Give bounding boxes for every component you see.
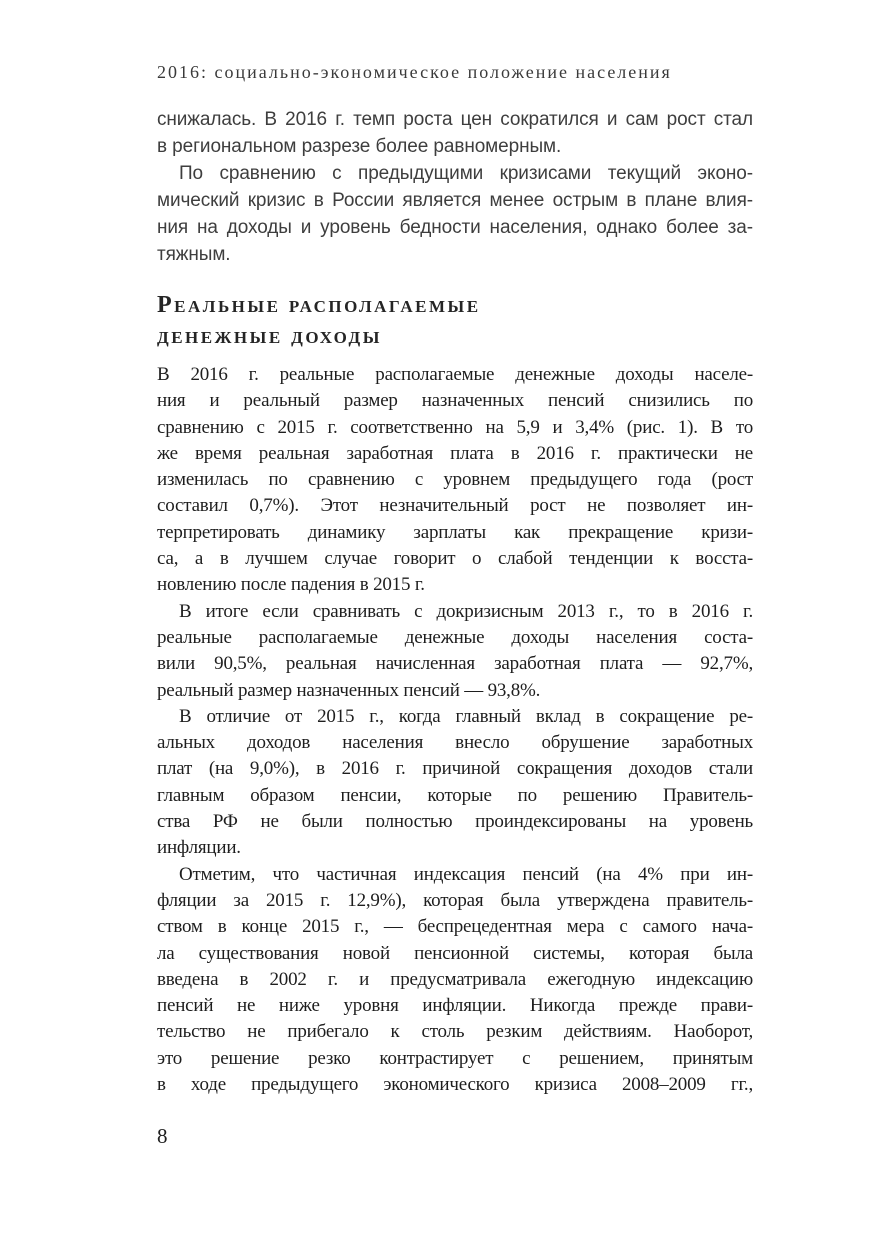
- text-line: ния на доходы и уровень бедности населения, однако более за-: [157, 217, 753, 238]
- section-paragraphs: [157, 362, 753, 1098]
- text-line: вили 90,5%, реальная начисленная заработная плата — 92,7%,: [157, 653, 753, 675]
- paragraph: [157, 704, 753, 862]
- text-line: терпретировать динамику зарплаты как прекращение кризи-: [157, 521, 753, 543]
- intro-paragraphs: [157, 106, 753, 268]
- paragraph: [157, 362, 753, 599]
- text-line: Отметим, что частичная индексация пенсий (на 4% при ин-: [179, 863, 753, 885]
- section-heading: [157, 290, 481, 352]
- text-line: составил 0,7%). Этот незначительный рост не позволяет ин-: [157, 495, 753, 517]
- text-line: пенсий не ниже уровня инфляции. Никогда прежде прави-: [157, 995, 753, 1017]
- text-line: новлению после падения в 2015 г.: [157, 574, 425, 596]
- text-line: в региональном разрезе более равномерным.: [157, 136, 562, 157]
- text-line: главным образом пенсии, которые по решению Правитель-: [157, 784, 753, 806]
- text-line: сравнению с 2015 г. соответственно на 5,9 и 3,4% (рис. 1). В то: [157, 416, 753, 438]
- section-heading-line-1: Реальные располагаемые: [157, 292, 481, 318]
- text-line: тяжным.: [157, 244, 231, 265]
- paragraph: [157, 106, 753, 160]
- text-line: плат (на 9,0%), в 2016 г. причиной сокращения доходов стали: [157, 758, 753, 780]
- text-line: в ходе предыдущего экономического кризиса 2008–2009 гг.,: [157, 1074, 753, 1096]
- section-heading-line-2: денежные доходы: [157, 323, 382, 349]
- text-line: введена в 2002 г. и предусматривала ежегодную индексацию: [157, 968, 753, 990]
- text-line: альных доходов населения внесло обрушение заработных: [157, 732, 753, 754]
- text-line: са, а в лучшем случае говорит о слабой тенденции к восста-: [157, 548, 753, 570]
- text-line: ством в конце 2015 г., — беспрецедентная мера с самого нача-: [157, 916, 753, 938]
- text-line: В 2016 г. реальные располагаемые денежные доходы населе-: [157, 364, 753, 385]
- text-line: ства РФ не были полностью проиндексированы на уровень: [157, 811, 753, 833]
- text-line: снижалась. В 2016 г. темп роста цен сократился и сам рост стал: [157, 109, 753, 130]
- text-line: По сравнению с предыдущими кризисами текущий эконо-: [179, 163, 753, 184]
- text-line: тельство не прибегало к столь резким действиям. Наоборот,: [157, 1021, 753, 1043]
- paragraph: [157, 599, 753, 704]
- running-header: 2016: социально-экономическое положение населения: [157, 62, 672, 82]
- text-line: же время реальная заработная плата в 2016 г. практически не: [157, 442, 753, 464]
- text-line: В отличие от 2015 г., когда главный вклад в сокращение ре-: [179, 705, 753, 727]
- text-line: реальный размер назначенных пенсий — 93,8%.: [157, 679, 541, 701]
- text-line: ния и реальный размер назначенных пенсий снизились по: [157, 390, 753, 412]
- paragraph: [157, 160, 753, 268]
- page-number: 8: [157, 1124, 168, 1148]
- text-line: инфляции.: [157, 837, 241, 859]
- text-line: это решение резко контрастирует с решением, принятым: [157, 1047, 753, 1069]
- text-line: реальные располагаемые денежные доходы населения соста-: [157, 626, 753, 648]
- text-line: изменилась по сравнению с уровнем предыдущего года (рост: [157, 469, 753, 491]
- text-line: фляции за 2015 г. 12,9%), которая была утверждена правитель-: [157, 889, 753, 911]
- text-line: В итоге если сравнивать с докризисным 2013 г., то в 2016 г.: [179, 600, 753, 622]
- text-line: ла существования новой пенсионной системы, которая была: [157, 942, 753, 964]
- text-line: мический кризис в России является менее острым в плане влия-: [157, 190, 753, 211]
- paragraph: [157, 862, 753, 1099]
